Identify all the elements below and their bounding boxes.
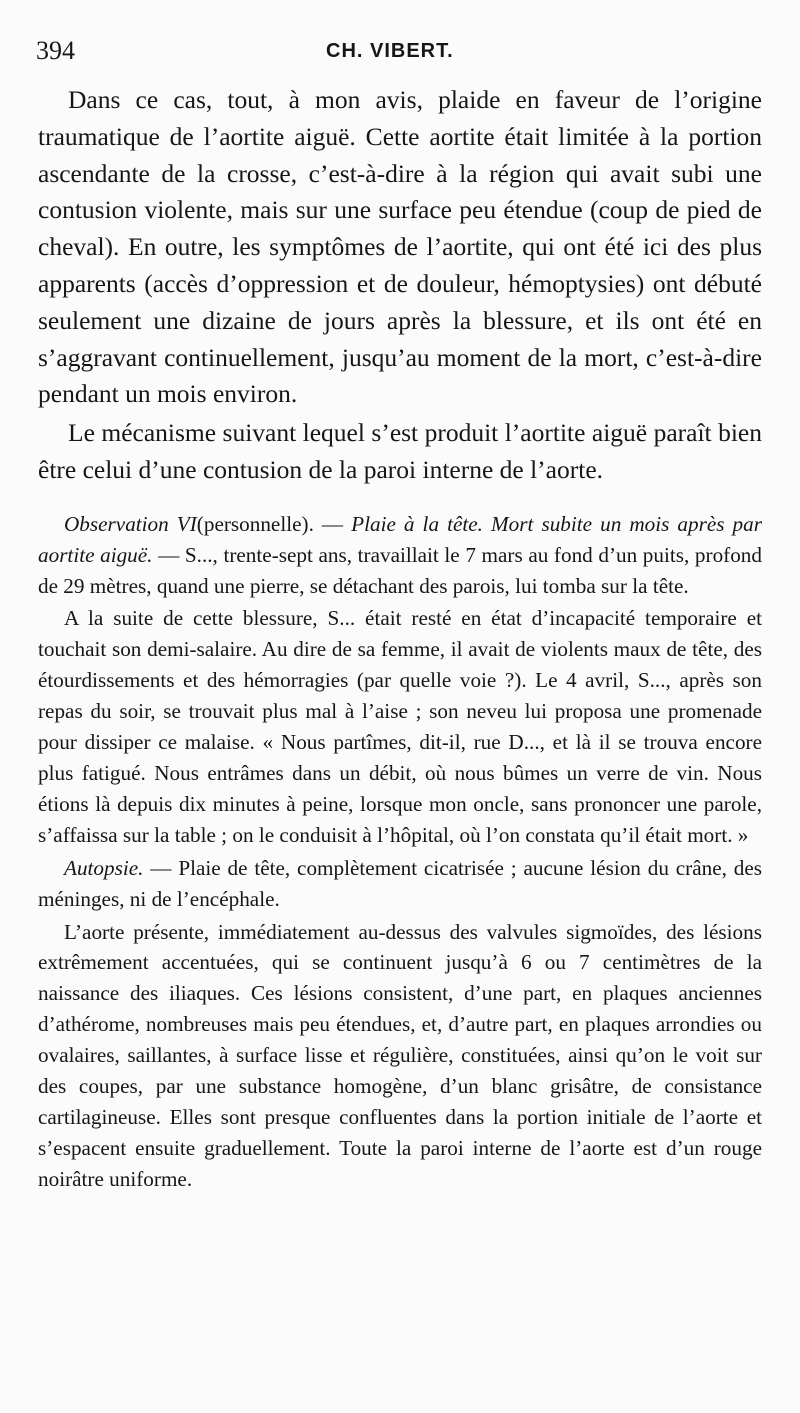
autopsy-text: — Plaie de tête, complètement cicatrisée ; aucune lésion du crâne, des méninges, ni de l’encéphale. (38, 855, 762, 911)
observation-personal: (personnelle). — (196, 511, 352, 536)
page-header (36, 36, 764, 76)
paragraph-mechanism: Le mécanisme suivant lequel s’est produit l’aortite aiguë paraît bien être celui d’une contusion de la paroi interne de l’aorte. (38, 418, 762, 484)
observation-text: — S..., trente-sept ans, travaillait le 7 mars au fond d’un puits, profond de 29 mètres, quand une pierre, se détachant des parois, lui tomba sur la tête. (38, 542, 762, 598)
paragraph-aorta-lesions: L’aorte présente, immédiatement au-dessus des valvules sigmoïdes, des lésions extrêmement accentuées, qui se continuent jusqu’à 6 ou 7 centimètres de la naissance des iliaques. Ces lésions consistent, d’une part, en plaques anciennes d’athérome, nombreuses mais peu étendues, et, d’autre part, en plaques arrondies ou ovalaires, saillantes, à surface lisse et régulière, constituées, ainsi qu’on le voit sur des coupes, par une substance homogène, d’un blanc grisâtre, de consistance cartilagineuse. Elles sont presque confluentes dans la portion initiale de l’aorte et s’espacent ensuite graduellement. Toute la paroi interne de l’aorte est d’un rouge noirâtre uniforme. (38, 919, 762, 1191)
observation-title: Plaie à la tête. Mort subite un mois après par aortite aiguë. (38, 511, 762, 567)
observation-paragraph (38, 509, 762, 602)
paragraph-trauma-origin: Dans ce cas, tout, à mon avis, plaide en faveur de l’origine traumatique de l’aortite aiguë. Cette aortite était limitée à la portion ascendante de la crosse, c’est-à-dire à la région qui avait subi une contusion violente, mais sur une surface peu étendue (coup de pied de cheval). En outre, les symptômes de l’aortite, qui ont été ici des plus apparents (accès d’oppression et de douleur, hémoptysies) ont débuté seulement une dizaine de jours après la blessure, et ils ont été en s’aggravant continuellement, jusqu’au moment de la mort, c’est-à-dire pendant un mois environ. (38, 85, 762, 409)
observation-label: Observation VI (64, 511, 197, 536)
running-head: CH. VIBERT. (326, 40, 454, 62)
autopsy-label: Autopsie. (64, 855, 144, 880)
autopsy-paragraph (38, 853, 762, 915)
page-number: 394 (36, 36, 75, 65)
page-body (38, 82, 762, 1195)
paragraph-after-injury: A la suite de cette blessure, S... était resté en état d’incapacité temporaire et touchait son demi-salaire. Au dire de sa femme, il avait de violents maux de tête, des étourdissements et des hémorragies (par quelle voie ?). Le 4 avril, S..., après son repas du soir, se trouvait plus mal à l’aise ; son neveu lui proposa une promenade pour dissiper ce malaise. « Nous partîmes, dit-il, rue D..., et là il se trouva encore plus fatigué. Nous entrâmes dans un débit, où nous bûmes un verre de vin. Nous étions là depuis dix minutes à peine, lorsque mon oncle, sans prononcer une parole, s’affaissa sur la table ; on le conduisit à l’hôpital, où l’on constata qu’il était mort. » (38, 606, 762, 847)
